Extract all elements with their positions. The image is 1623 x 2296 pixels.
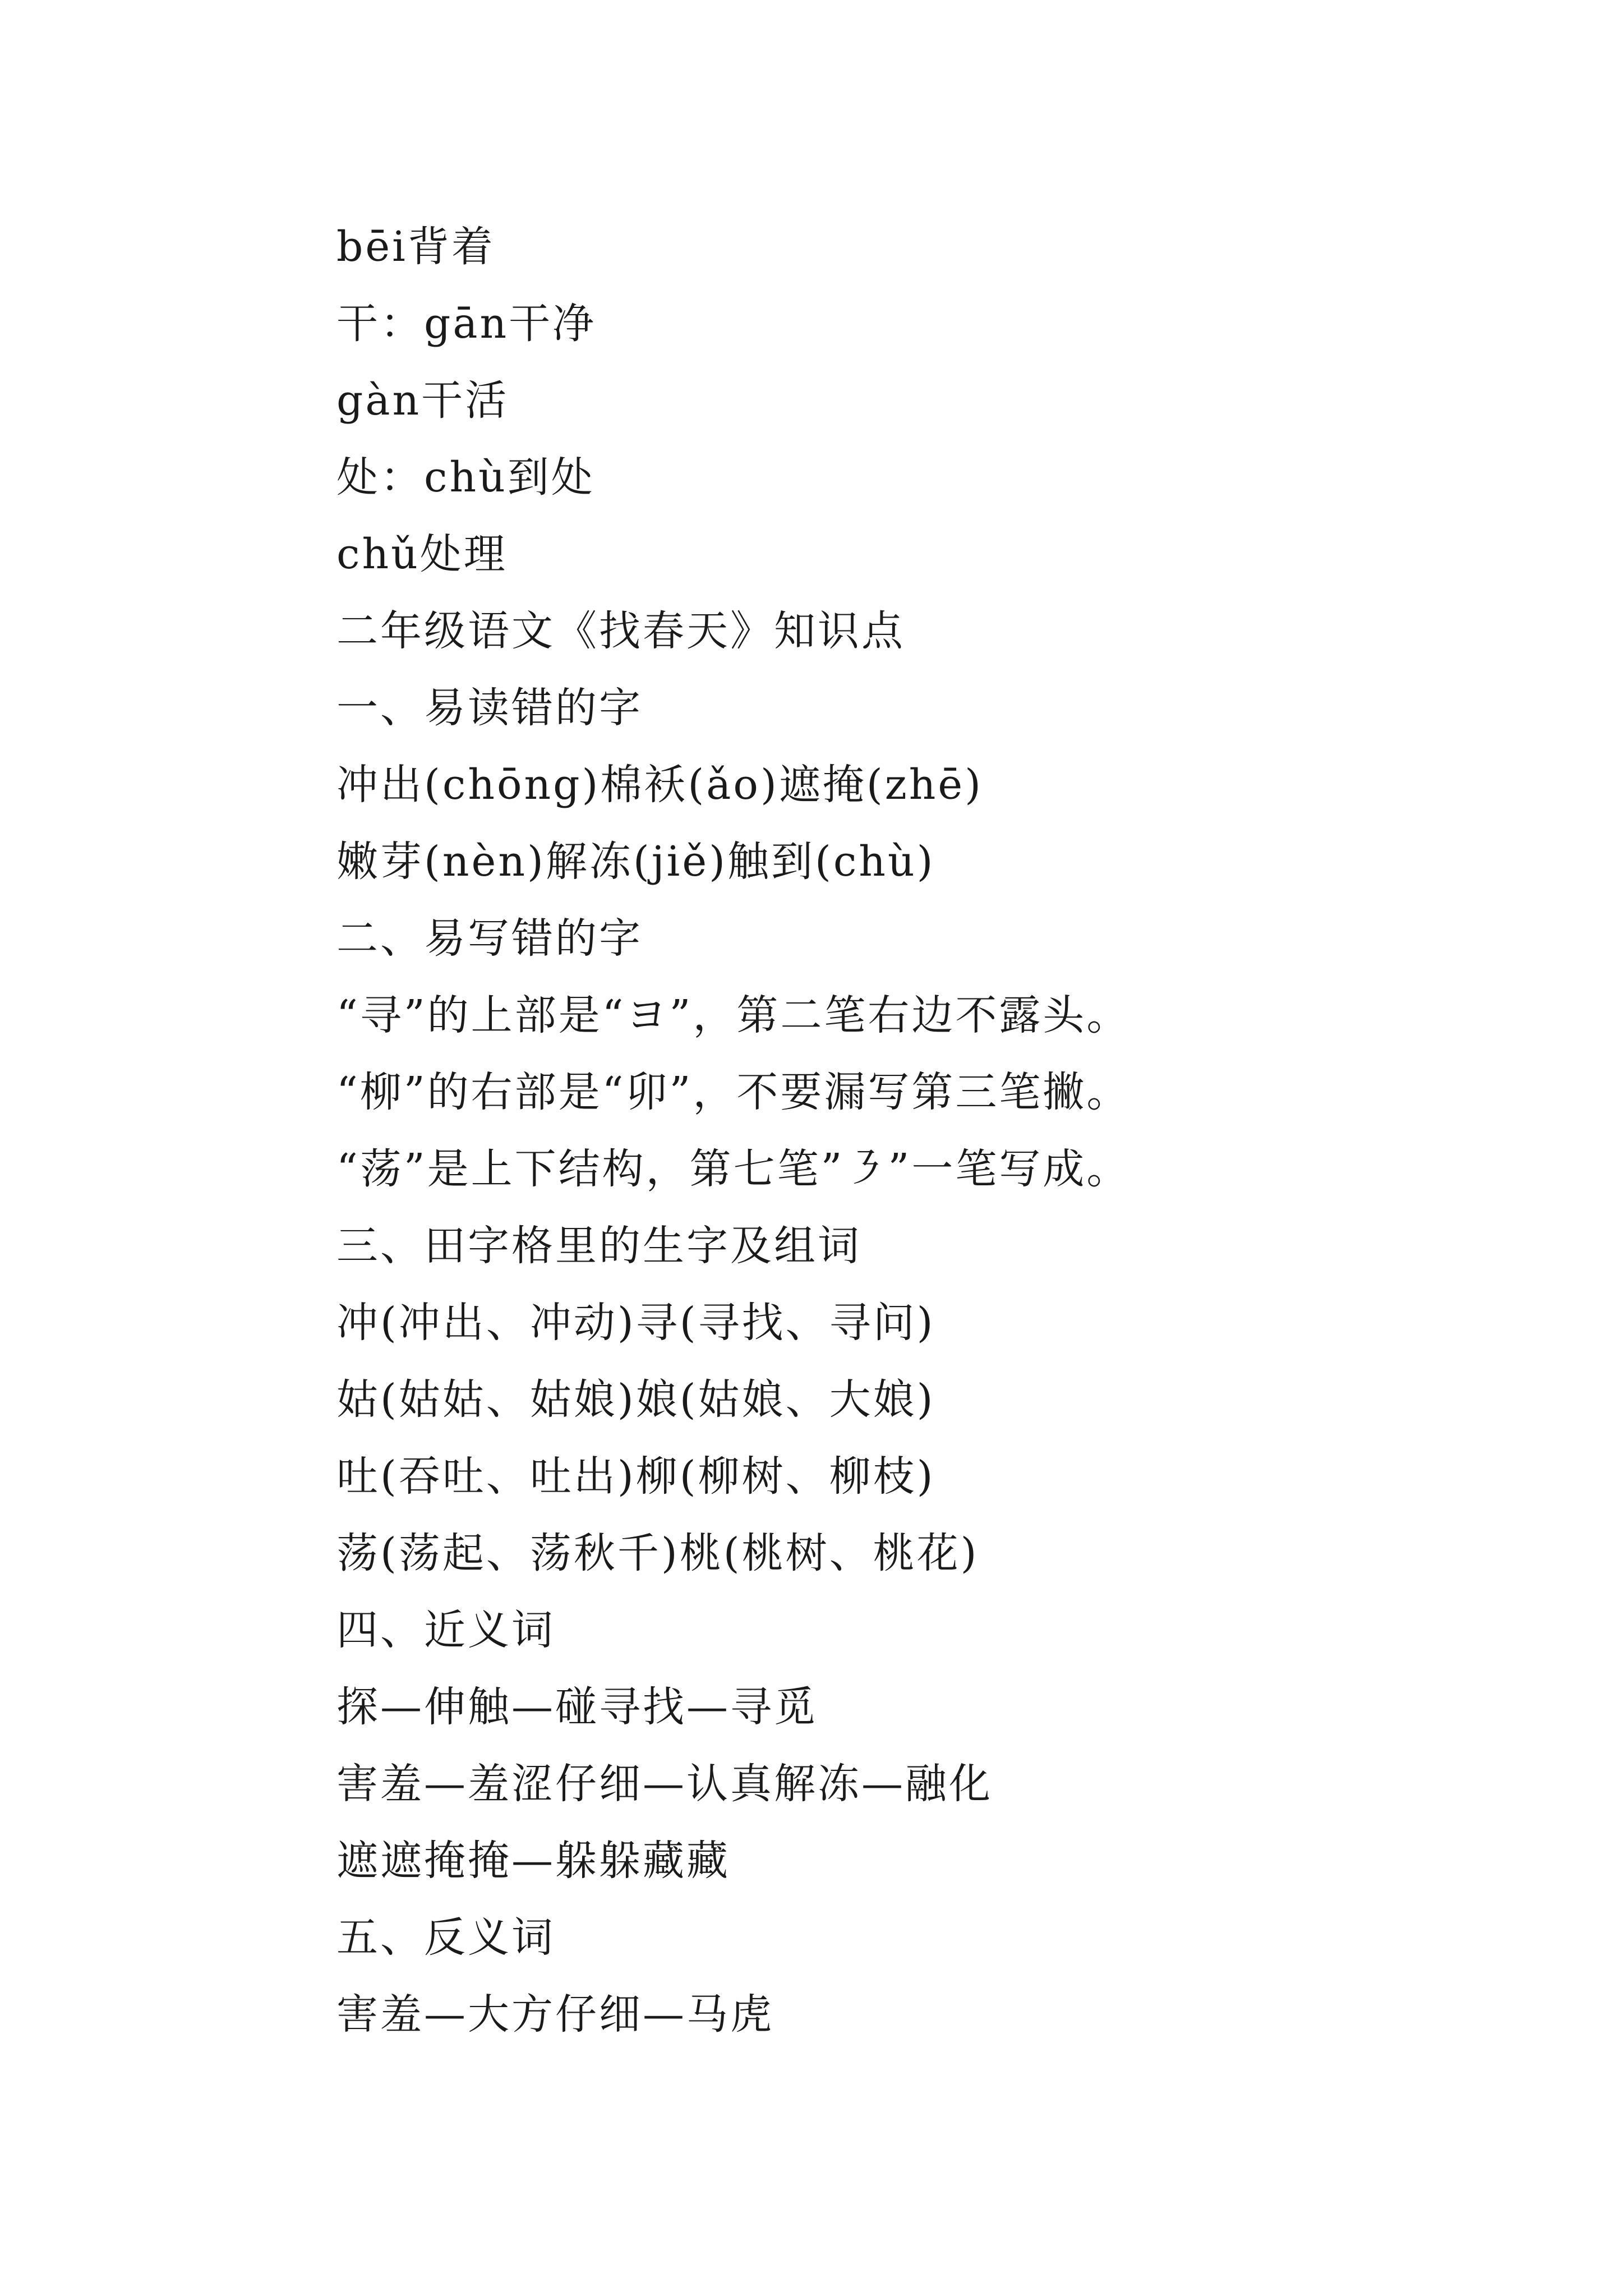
text-line: “寻”的上部是“ヨ”，第二笔右边不露头。	[336, 991, 1131, 1039]
text-line: 害羞—羞涩仔细—认真解冻—融化	[336, 1760, 993, 1808]
text-line: 探—伸触—碰寻找—寻觅	[336, 1683, 818, 1731]
text-line: “荡”是上下结构，第七笔”㇋”一笔写成。	[336, 1145, 1131, 1193]
text-line: 吐(吞吐、吐出)柳(柳树、柳枝)	[336, 1452, 935, 1501]
text-line: 姑(姑姑、姑娘)娘(姑娘、大娘)	[336, 1375, 935, 1424]
text-line: 嫩芽(nèn)解冻(jiě)触到(chù)	[336, 838, 935, 886]
section-heading: 二、易写错的字	[336, 914, 643, 963]
document-title: 二年级语文《找春天》知识点	[336, 607, 905, 655]
text-line: bēi背着	[336, 223, 495, 271]
text-line: 处：chù到处	[336, 453, 595, 501]
section-heading: 四、近义词	[336, 1606, 555, 1654]
text-line: 荡(荡起、荡秋千)桃(桃树、桃花)	[336, 1529, 979, 1577]
section-heading: 五、反义词	[336, 1913, 555, 1962]
text-line: 干：gān干净	[336, 300, 597, 348]
text-line: “柳”的右部是“卯”，不要漏写第三笔撇。	[336, 1068, 1131, 1116]
text-line: 遮遮掩掩—躲躲藏藏	[336, 1837, 730, 1885]
text-line: gàn干活	[336, 376, 509, 425]
document-body	[336, 209, 1570, 2053]
text-line: 害羞—大方仔细—马虎	[336, 1990, 774, 2039]
text-line: 冲出(chōng)棉袄(ǎo)遮掩(zhē)	[336, 761, 984, 809]
section-heading: 三、田字格里的生字及组词	[336, 1222, 861, 1270]
text-line: chǔ处理	[336, 530, 508, 578]
section-heading: 一、易读错的字	[336, 684, 643, 732]
text-line: 冲(冲出、冲动)寻(寻找、寻问)	[336, 1299, 935, 1347]
